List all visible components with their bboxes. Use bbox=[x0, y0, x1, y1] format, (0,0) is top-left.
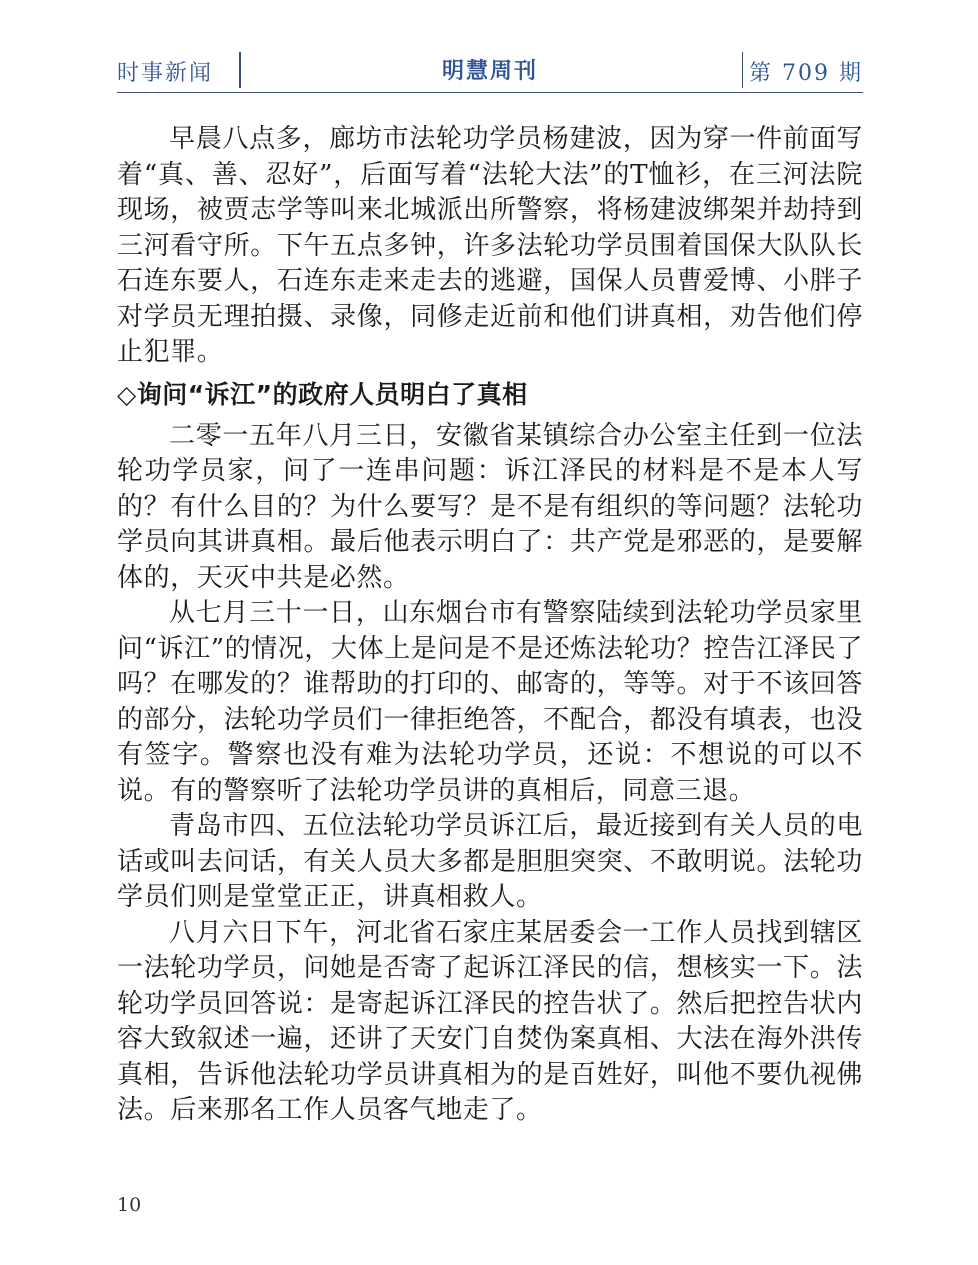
paragraph: 早晨八点多，廊坊市法轮功学员杨建波，因为穿一件前面写着“真、善、忍好”，后面写着“法轮大法”的T恤衫，在三河法院现场，被贾志学等叫来北城派出所警察，将杨建波绑架并劫持到三河看守所。下午五点多钟，许多法轮功学员围着国保大队队长石连东要人，石连东走来走去的逃避，国保人员曹爱博、小胖子对学员无理拍摄、录像，同修走近前和他们讲真相，劝告他们停止犯罪。 bbox=[117, 124, 863, 367]
paragraph: 二零一五年八月三日，安徽省某镇综合办公室主任到一位法轮功学员家，问了一连串问题：诉江泽民的材料是不是本人写的？有什么目的？为什么要写？是不是有组织的等问题？法轮功学员向其讲真相。最后他表示明白了：共产党是邪恶的，是要解体的，天灭中共是必然。 bbox=[117, 420, 863, 593]
section-subheading: ◇询问“诉江”的政府人员明白了真相 bbox=[117, 379, 528, 409]
paragraph: 八月六日下午，河北省石家庄某居委会一工作人员找到辖区一法轮功学员，问她是否寄了起诉江泽民的信，想核实一下。法轮功学员回答说：是寄起诉江泽民的控告状了。然后把控告状内容大致叙述一遍，还讲了天安门自焚伪案真相、大法在海外洪传真相，告诉他法轮功学员讲真相为的是百姓好，叫他不要仇视佛法。后来那名工作人员客气地走了。 bbox=[117, 917, 863, 1125]
header-divider-right bbox=[742, 52, 744, 88]
paragraph: 青岛市四、五位法轮功学员诉江后，最近接到有关人员的电话或叫去问话，有关人员大多都是胆胆突突、不敢明说。法轮功学员们则是堂堂正正，讲真相救人。 bbox=[117, 811, 863, 912]
page-number: 10 bbox=[117, 1194, 142, 1216]
running-header bbox=[117, 50, 863, 93]
header-section-label: 时事新闻 bbox=[117, 61, 214, 86]
header-issue-number: 第 709 期 bbox=[749, 61, 863, 86]
header-publication-title: 明慧周刊 bbox=[441, 59, 538, 84]
paragraph: 从七月三十一日，山东烟台市有警察陆续到法轮功学员家里问“诉江”的情况，大体上是问是不是还炼法轮功？控告江泽民了吗？在哪发的？谁帮助的打印的、邮寄的，等等。对于不该回答的部分，法轮功学员们一律拒绝答，不配合，都没有填表，也没有签字。警察也没有难为法轮功学员，还说：不想说的可以不说。有的警察听了法轮功学员讲的真相后，同意三退。 bbox=[117, 598, 863, 806]
article-body bbox=[117, 122, 863, 1129]
